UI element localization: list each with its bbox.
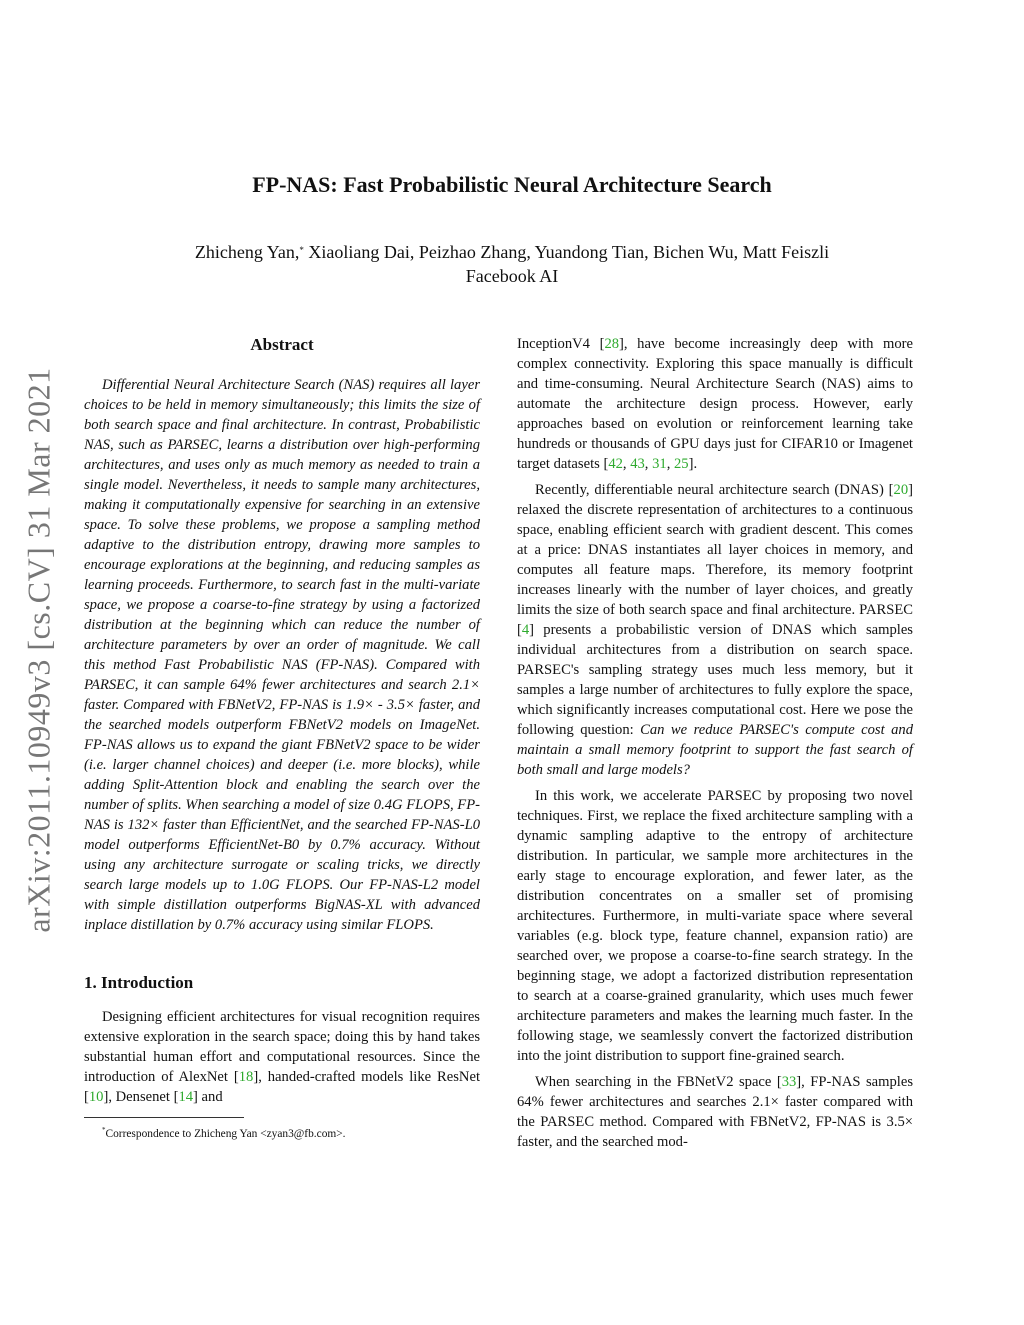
right-column [517,334,913,1152]
footnote-mark: * [102,1126,106,1134]
arxiv-sidebar [17,350,61,950]
citation-link[interactable]: 14 [178,1089,194,1105]
intro-continuation-paragraph: InceptionV4 [28], have become increasingly deep with more complex connectivity. Exploring this space manually is difficult and time-consuming. Neural Architecture Search (NAS) aims to automate the architecture design process. However, early approaches based on evolution or reinforcement learning take hundreds or thousands of GPU days just for CIFAR10 or Imagenet target datasets [42, 43, 31, 25]. [517,336,913,472]
research-question: Can we reduce PARSEC's compute cost and maintain a small memory footprint to support the fast search of both small and large models? [517,722,913,778]
intro-paragraph: Designing efficient architectures for visual recognition requires extensive exploration in the search space; doing this by hand takes substantial human effort and computational resources. Since the introduction of AlexNet [18], handed-crafted models like ResNet [10], Densenet [14] and [84,1009,480,1105]
first-author: Zhicheng Yan, [194,242,300,262]
paper-title: FP-NAS: Fast Probabilistic Neural Architecture Search [252,172,772,197]
correspondence-mark: * [299,245,304,255]
author-block [0,240,1024,288]
citation-link[interactable]: 28 [604,336,620,352]
abstract-section [84,334,480,935]
arxiv-identifier: arXiv:2011.10949v3 [cs.CV] 31 Mar 2021 [20,367,57,933]
left-column [84,334,480,1142]
citation-link[interactable]: 25 [673,456,689,472]
citation-link[interactable]: 4 [521,622,530,638]
citation-link[interactable]: 20 [893,482,909,498]
abstract-text: Differential Neural Architecture Search (NAS) requires all layer choices to be held in memory simultaneously; this limits the size of both search space and final architecture. In contrast, Probabilistic NAS, such as PARSEC, learns a distribution over high-performing architectures, and uses only as much memory as needed to train a single model. Nevertheless, it needs to sample many architectures, making it computationally expensive for searching in an extensive space. To solve these problems, we propose a sampling method adaptive to the distribution entropy, drawing more samples to encourage explorations at the beginning, and reducing samples as learning proceeds. Furthermore, to search fast in the multi-variate space, we propose a coarse-to-fine strategy by using a factorized distribution at the beginning which can reduce the number of architecture parameters by over an order of magnitude. We call this method Fast Probabilistic NAS (FP-NAS). Compared with PARSEC, it can sample 64% fewer architectures and search 2.1× faster. Compared with FBNetV2, FP-NAS is 1.9× - 3.5× faster, and the searched models outperform FBNetV2 models on ImageNet. FP-NAS allows us to expand the giant FBNetV2 space to be wider (i.e. larger channel choices) and deeper (i.e. more blocks), while adding Split-Attention block and enabling the search over the number of splits. When searching a model of size 0.4G FLOPS, FP-NAS is 132× faster than EfficientNet, and the searched FP-NAS-L0 model outperforms EfficientNet-B0 by 0.7% accuracy. Without using any architecture surrogate or scaling tricks, we directly search large models up to 1.0G FLOPS. Our FP-NAS-L2 model with simple distillation outperforms BigNAS-XL with advanced inplace distillation by 0.7% accuracy using similar FLOPS. [84,377,480,933]
other-authors: Xiaoliang Dai, Peizhao Zhang, Yuandong Tian, Bichen Wu, Matt Feiszli [303,242,830,262]
citation-link[interactable]: 33 [781,1074,797,1090]
results-paragraph: When searching in the FBNetV2 space [33], FP-NAS samples 64% fewer architectures and searches 2.1× faster compared with the PARSEC method. Compared with FBNetV2, FP-NAS is 3.5× faster, and the searched mod- [517,1074,913,1150]
footnote-text: Correspondence to Zhicheng Yan <zyan3@fb.com>. [105,1127,346,1140]
abstract-heading: Abstract [250,335,314,354]
affiliation: Facebook AI [465,266,559,286]
citation-link[interactable]: 43 [630,456,645,472]
citation-link[interactable]: 18 [238,1069,254,1085]
footnote-divider [84,1117,244,1118]
dnas-paragraph: Recently, differentiable neural architecture search (DNAS) [20] relaxed the discrete representation of architectures to a continuous space, enabling efficient search with gradient descent. This comes at a price: DNAS instantiates all layer choices in memory, and computes all feature maps. Therefore, its memory footprint increases linearly with the number of layer choices, and greatly limits the size of both search space and final architecture. PARSEC [4] presents a probabilistic version of DNAS which samples individual architectures from a distribution on search space. PARSEC's sampling strategy uses much less memory, but it samples a large number of architectures to fully explore the space, which significantly increases computational cost. Here we pose the following question: Can we reduce PARSEC's compute cost and maintain a small memory footprint to support the fast search of both small and large models? [517,482,913,778]
author-list [0,240,1024,264]
section-heading-introduction: 1. Introduction [84,973,194,992]
footnote [84,1123,480,1142]
citation-link[interactable]: 42 [608,456,623,472]
citation-link[interactable]: 10 [88,1089,104,1105]
citation-link[interactable]: 31 [652,456,667,472]
contribution-paragraph: In this work, we accelerate PARSEC by proposing two novel techniques. First, we replace the fixed architecture sampling with a dynamic sampling adaptive to the entropy of architecture distribution. In particular, we sample more architectures in the early stage to encourage exploration, and fewer later, as the distribution concentrates on a smaller set of promising architectures. Furthermore, in multi-variate space where several variables (e.g. block type, feature channel, expansion ratio) are searched over, we propose a coarse-to-fine search strategy. In the beginning stage, we adopt a factorized distribution representation to search at a coarse-grained granularity, which uses much fewer architecture parameters and makes the learning much faster. In the following stage, we seamlessly convert the factorized distribution into the joint distribution to support fine-grained search. [517,788,913,1064]
